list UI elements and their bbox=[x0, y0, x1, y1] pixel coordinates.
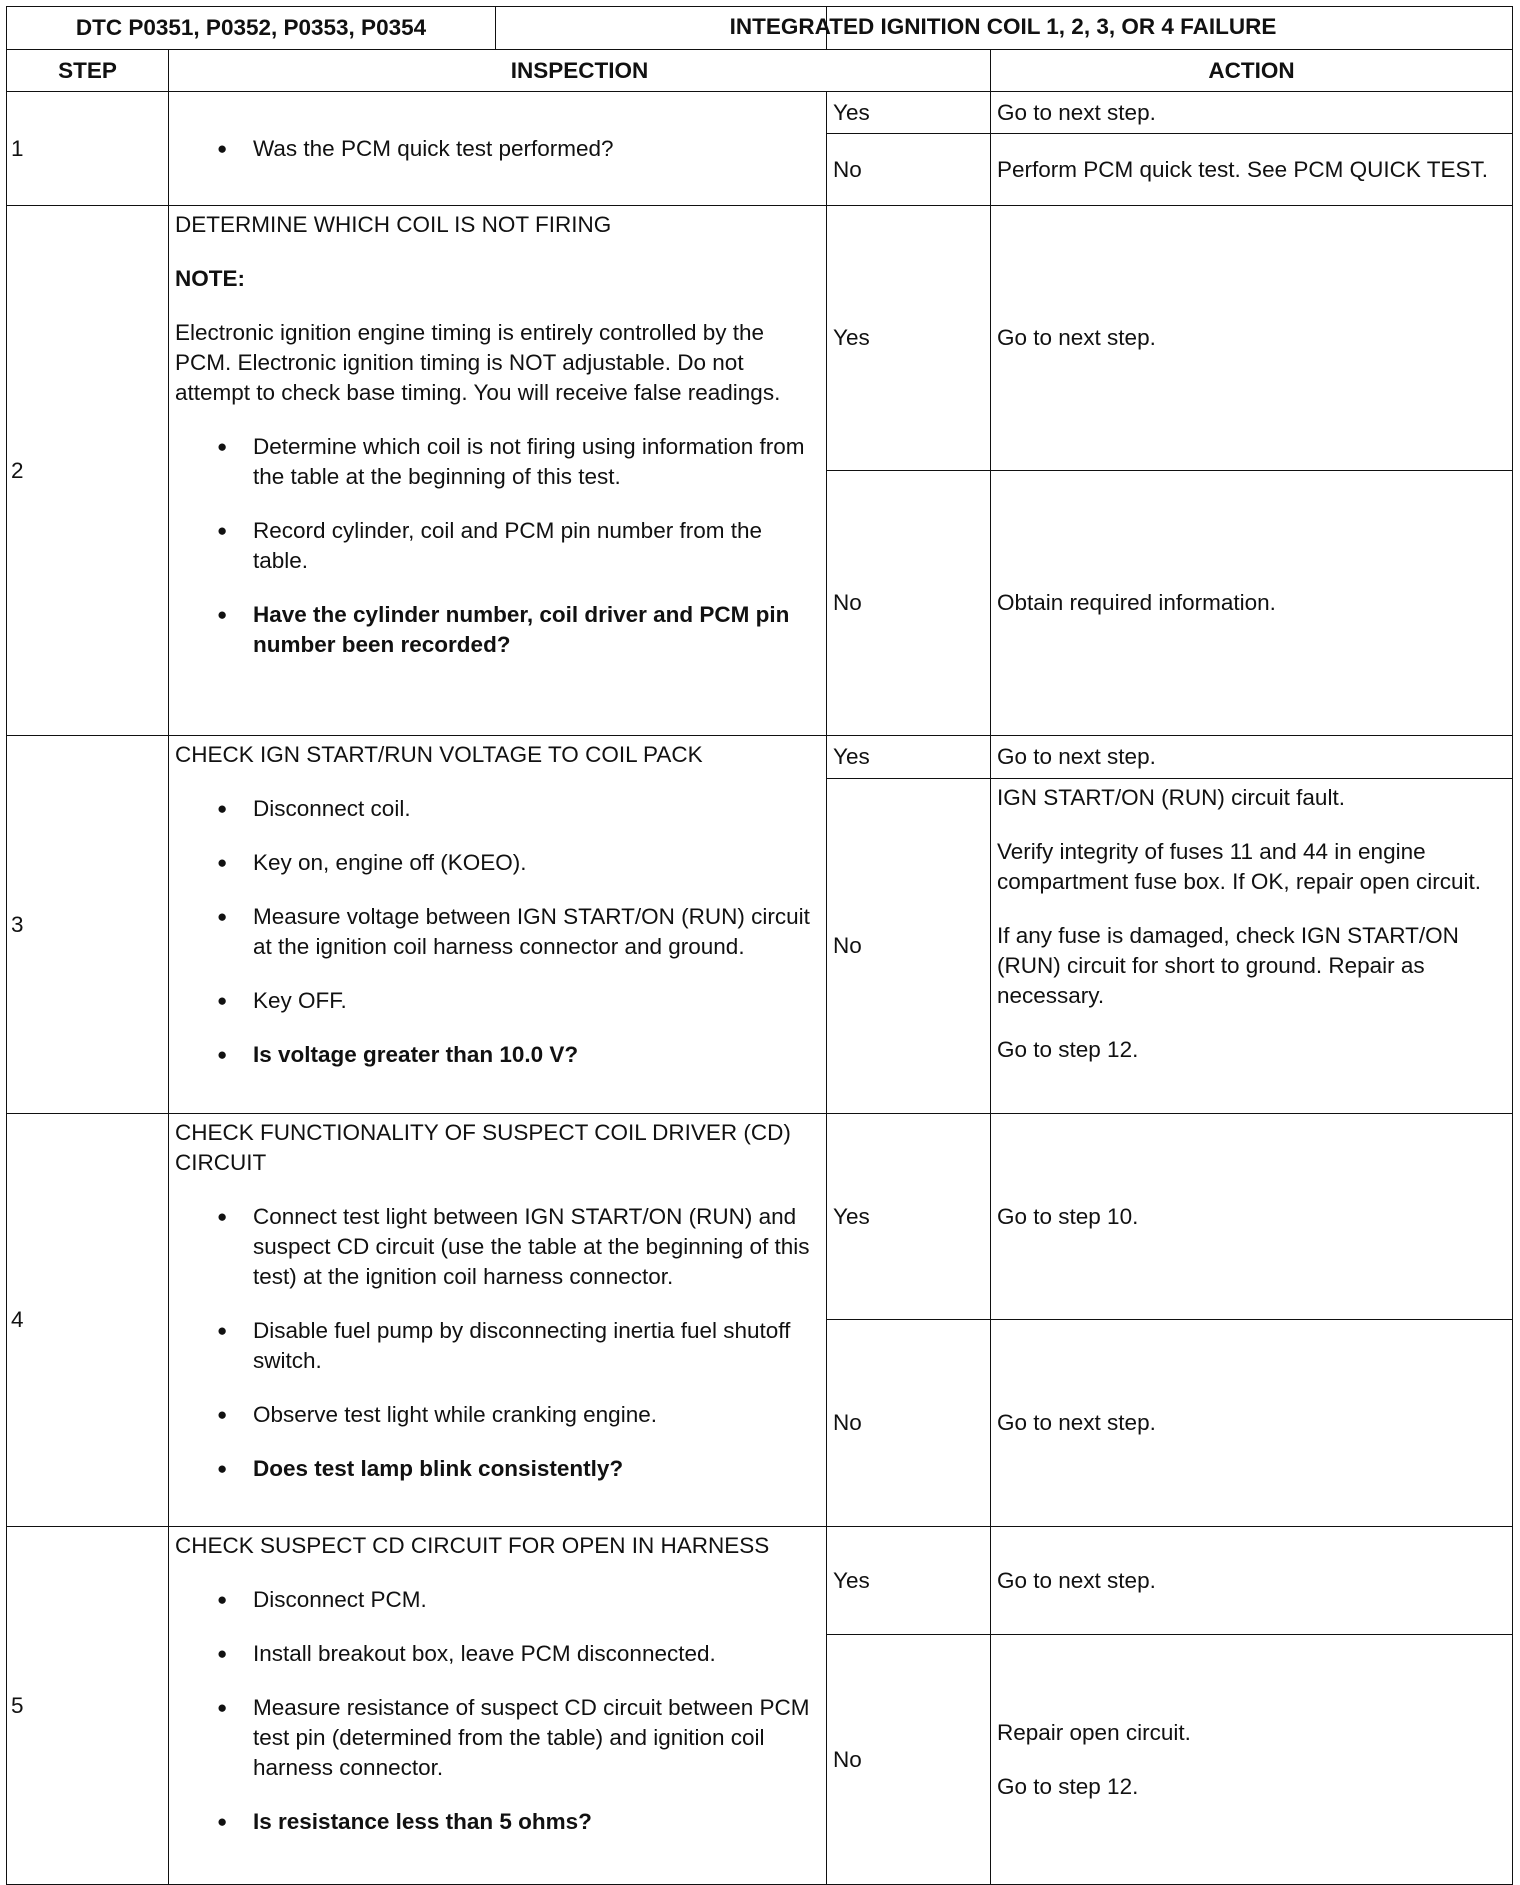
action-line: Go to step 12. bbox=[997, 1037, 1139, 1062]
step-heading: CHECK SUSPECT CD CIRCUIT FOR OPEN IN HARNESS bbox=[175, 1533, 770, 1558]
step-heading: CHECK IGN START/RUN VOLTAGE TO COIL PACK bbox=[175, 742, 703, 767]
no-action bbox=[991, 1635, 1513, 1885]
yes-action: Go to step 10. bbox=[991, 1114, 1513, 1320]
note-label: NOTE: bbox=[175, 266, 245, 291]
step-number: 5 bbox=[7, 1527, 169, 1885]
list-item: ● Key OFF. bbox=[175, 986, 818, 1016]
no-action: Obtain required information. bbox=[991, 471, 1513, 736]
step-question: ● Is resistance less than 5 ohms? bbox=[175, 1807, 818, 1837]
list-item: ● Install breakout box, leave PCM disconnected. bbox=[175, 1639, 818, 1669]
step-column-header: STEP bbox=[7, 50, 169, 92]
no-label: No bbox=[827, 779, 991, 1114]
step-2-yes-row bbox=[7, 206, 1513, 471]
list-item: ● Disconnect coil. bbox=[175, 794, 818, 824]
step-1-inspection bbox=[169, 92, 827, 206]
step-1-yes-row bbox=[7, 92, 1513, 134]
no-label: No bbox=[827, 471, 991, 736]
yes-label: Yes bbox=[827, 1114, 991, 1320]
action-line: Verify integrity of fuses 11 and 44 in engine compartment fuse box. If OK, repair open circuit. bbox=[997, 839, 1481, 894]
step-number: 3 bbox=[7, 736, 169, 1114]
no-action bbox=[991, 779, 1513, 1114]
step-5-inspection bbox=[169, 1527, 827, 1885]
inspection-column-header: INSPECTION bbox=[169, 50, 991, 92]
step-number: 4 bbox=[7, 1114, 169, 1527]
yes-action: Go to next step. bbox=[991, 206, 1513, 471]
step-5-yes-row bbox=[7, 1527, 1513, 1635]
list-item: ● Measure voltage between IGN START/ON (RUN) circuit at the ignition coil harness connector and ground. bbox=[175, 902, 818, 962]
diagnostic-page bbox=[6, 6, 1512, 1874]
list-item: ● Key on, engine off (KOEO). bbox=[175, 848, 818, 878]
no-label: No bbox=[827, 1635, 991, 1885]
yes-label: Yes bbox=[827, 92, 991, 134]
no-action: Perform PCM quick test. See PCM QUICK TEST. bbox=[991, 134, 1513, 206]
action-line: IGN START/ON (RUN) circuit fault. bbox=[997, 785, 1345, 810]
yes-label: Yes bbox=[827, 736, 991, 779]
step-question: ● Does test lamp blink consistently? bbox=[175, 1454, 818, 1484]
yes-action: Go to next step. bbox=[991, 1527, 1513, 1635]
step-number: 2 bbox=[7, 206, 169, 736]
list-item: ● Disconnect PCM. bbox=[175, 1585, 818, 1615]
report-title: INTEGRATED IGNITION COIL 1, 2, 3, OR 4 FAILURE bbox=[729, 14, 1277, 39]
step-3-yes-row bbox=[7, 736, 1513, 779]
yes-action: Go to next step. bbox=[991, 736, 1513, 779]
step-question: ● Have the cylinder number, coil driver and PCM pin number been recorded? bbox=[175, 600, 818, 660]
list-item: ● Determine which coil is not firing using information from the table at the beginning of this test. bbox=[175, 432, 818, 492]
step-heading: DETERMINE WHICH COIL IS NOT FIRING bbox=[175, 212, 612, 237]
diagnostic-table bbox=[6, 6, 1513, 1885]
list-item: ● Was the PCM quick test performed? bbox=[175, 134, 818, 164]
list-item: ● Record cylinder, coil and PCM pin number from the table. bbox=[175, 516, 818, 576]
step-number: 1 bbox=[7, 92, 169, 206]
list-item: ● Observe test light while cranking engine. bbox=[175, 1400, 818, 1430]
action-line: If any fuse is damaged, check IGN START/ON (RUN) circuit for short to ground. Repair as necessary. bbox=[997, 923, 1459, 1008]
step-heading: CHECK FUNCTIONALITY OF SUSPECT COIL DRIVER (CD) CIRCUIT bbox=[175, 1120, 791, 1175]
no-action: Go to next step. bbox=[991, 1320, 1513, 1527]
step-4-inspection bbox=[169, 1114, 827, 1527]
dtc-codes: DTC P0351, P0352, P0353, P0354 bbox=[7, 7, 496, 49]
action-line: Repair open circuit. bbox=[997, 1719, 1191, 1745]
step-2-inspection bbox=[169, 206, 827, 736]
no-label: No bbox=[827, 134, 991, 206]
step-question: ● Is voltage greater than 10.0 V? bbox=[175, 1040, 818, 1070]
step-4-yes-row bbox=[7, 1114, 1513, 1320]
note-text: Electronic ignition engine timing is entirely controlled by the PCM. Electronic ignition timing is NOT adjustable. Do not attempt to check base timing. You will receive false readings. bbox=[175, 320, 781, 405]
action-line: Go to step 12. bbox=[997, 1773, 1139, 1799]
list-item: ● Disable fuel pump by disconnecting inertia fuel shutoff switch. bbox=[175, 1316, 818, 1376]
no-label: No bbox=[827, 1320, 991, 1527]
yes-label: Yes bbox=[827, 206, 991, 471]
yes-label: Yes bbox=[827, 1527, 991, 1635]
column-header-row bbox=[7, 50, 1513, 92]
list-item: ● Measure resistance of suspect CD circuit between PCM test pin (determined from the table) and ignition coil harness connector. bbox=[175, 1693, 818, 1783]
step-3-inspection bbox=[169, 736, 827, 1114]
action-column-header: ACTION bbox=[991, 50, 1513, 92]
list-item: ● Connect test light between IGN START/ON (RUN) and suspect CD circuit (use the table at the beginning of this test) at the ignition coil harness connector. bbox=[175, 1202, 818, 1292]
yes-action: Go to next step. bbox=[991, 92, 1513, 134]
